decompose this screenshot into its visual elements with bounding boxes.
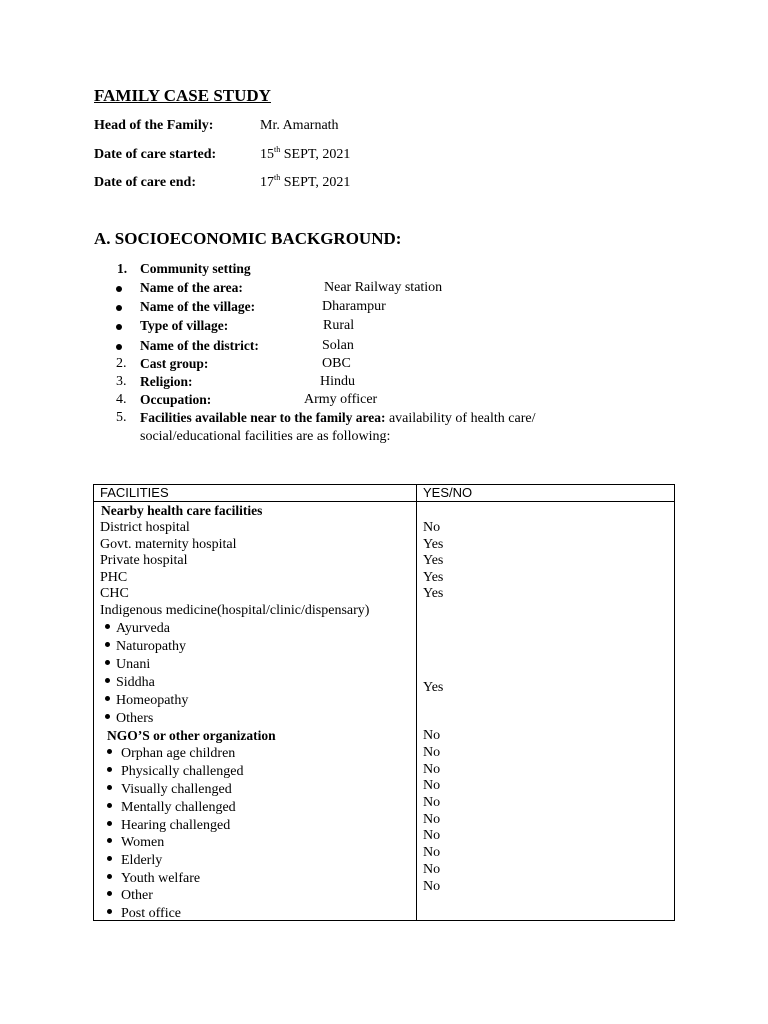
header-facilities: FACILITIES [94, 485, 417, 502]
head-of-family-label: Head of the Family: [94, 118, 214, 133]
bullet-icon [105, 678, 110, 683]
list-item-label: Mentally challenged [121, 800, 236, 815]
list-item [105, 621, 170, 637]
bullet-icon [107, 785, 112, 790]
list-item-label: Post office [121, 906, 182, 921]
item-number: 5. [116, 410, 127, 425]
care-end-day: 17 [260, 175, 274, 190]
religion-label: Religion: [140, 374, 193, 389]
community-heading: Community setting [140, 261, 251, 276]
answer-value: Yes [423, 586, 444, 601]
answer-value: No [423, 845, 441, 860]
list-item [107, 853, 162, 869]
answer-value: No [423, 728, 441, 743]
answer-value: No [423, 795, 441, 810]
bullet-icon [105, 624, 110, 629]
bullet-icon [107, 803, 112, 808]
answer-value: No [423, 879, 441, 894]
district-value: Solan [322, 338, 354, 353]
list-item: Private hospital [100, 553, 188, 568]
bullet-icon [116, 344, 122, 350]
list-item: Indigenous medicine(hospital/clinic/dispensary) [100, 603, 370, 618]
facilities-note-continued: social/educational facilities are as following: [140, 429, 391, 444]
list-item [107, 871, 200, 887]
head-of-family-value: Mr. Amarnath [260, 118, 339, 133]
answer-value: No [423, 762, 441, 777]
care-end-sup: th [274, 173, 281, 182]
answer-value: No [423, 745, 441, 760]
header-yes-no: YES/NO [417, 485, 675, 502]
answer-value: Yes [423, 680, 444, 695]
list-item [105, 693, 188, 709]
facilities-note-label: Facilities available near to the family area: [140, 410, 386, 425]
bullet-icon [105, 696, 110, 701]
list-item: PHC [100, 570, 128, 585]
list-item-label: Naturopathy [116, 639, 186, 654]
religion-value: Hindu [320, 374, 355, 389]
care-started-rest: SEPT, 2021 [280, 147, 351, 162]
care-started-sup: th [274, 145, 281, 154]
facilities-note-text: availability of health care/ [385, 411, 536, 426]
list-item-label: Orphan age children [121, 746, 236, 761]
list-item-label: Ayurveda [116, 621, 170, 636]
bullet-icon [107, 767, 112, 772]
facilities-table [93, 484, 675, 921]
answer-value: No [423, 828, 441, 843]
table-header-row [94, 485, 675, 502]
list-item [105, 675, 155, 691]
village-type-label: Type of village: [140, 318, 229, 333]
list-item [107, 746, 235, 762]
cast-group-label: Cast group: [140, 356, 209, 371]
area-label: Name of the area: [140, 280, 243, 295]
table-body-row [94, 502, 675, 921]
list-item [105, 711, 153, 727]
facilities-cell [94, 502, 417, 921]
list-item-label: Unani [116, 657, 151, 672]
list-item-label: Siddha [116, 675, 155, 690]
item-number: 4. [116, 392, 127, 407]
list-item [107, 906, 181, 922]
section-heading: A. SOCIOECONOMIC BACKGROUND: [94, 229, 402, 248]
answer-value: Yes [423, 537, 444, 552]
list-item [107, 764, 243, 780]
bullet-icon [107, 909, 112, 914]
bullet-icon [107, 874, 112, 879]
answer-value: Yes [423, 570, 444, 585]
item-number: 3. [116, 374, 127, 389]
answers-cell [417, 502, 675, 921]
answer-value: Yes [423, 553, 444, 568]
answer-value: No [423, 812, 441, 827]
list-item [107, 800, 236, 816]
list-item [105, 639, 186, 655]
bullet-icon [107, 856, 112, 861]
item-number: 2. [116, 356, 127, 371]
list-item-label: Youth welfare [121, 871, 201, 886]
list-item [107, 782, 232, 798]
list-item: District hospital [100, 520, 190, 535]
list-item [105, 657, 150, 673]
bullet-icon [107, 749, 112, 754]
list-item [107, 818, 230, 834]
cast-group-value: OBC [322, 356, 351, 371]
page-title: FAMILY CASE STUDY [94, 86, 271, 105]
list-item: Govt. maternity hospital [100, 537, 237, 552]
list-item-label: Other [121, 888, 153, 903]
facilities-note [140, 410, 536, 427]
list-item [107, 835, 164, 851]
occupation-value: Army officer [304, 392, 378, 407]
bullet-icon [107, 838, 112, 843]
list-item-label: Homeopathy [116, 693, 189, 708]
village-label: Name of the village: [140, 299, 256, 314]
bullet-icon [107, 821, 112, 826]
list-item-label: Visually challenged [121, 782, 232, 797]
area-value: Near Railway station [324, 280, 443, 295]
list-item-label: Women [121, 835, 165, 850]
list-item-label: Others [116, 711, 154, 726]
list-item-label: Physically challenged [121, 764, 244, 779]
bullet-icon [105, 660, 110, 665]
bullet-icon [107, 891, 112, 896]
answer-value: No [423, 862, 441, 877]
list-item [107, 888, 153, 904]
care-started-value [260, 147, 350, 163]
ngo-heading: NGO’S or other organization [107, 728, 276, 743]
bullet-icon [116, 324, 122, 330]
care-started-day: 15 [260, 147, 274, 162]
district-label: Name of the district: [140, 338, 259, 353]
bullet-icon [116, 286, 122, 292]
list-item-label: Elderly [121, 853, 163, 868]
list-item: CHC [100, 586, 129, 601]
care-started-label: Date of care started: [94, 147, 217, 162]
community-number: 1. [117, 261, 128, 276]
care-end-rest: SEPT, 2021 [280, 175, 351, 190]
bullet-icon [105, 714, 110, 719]
care-end-value [260, 175, 350, 191]
health-heading: Nearby health care facilities [101, 503, 263, 518]
bullet-icon [116, 305, 122, 311]
answer-value: No [423, 778, 441, 793]
bullet-icon [105, 642, 110, 647]
care-end-label: Date of care end: [94, 175, 196, 190]
list-item-label: Hearing challenged [121, 818, 231, 833]
village-value: Dharampur [322, 299, 386, 314]
village-type-value: Rural [323, 318, 355, 333]
occupation-label: Occupation: [140, 392, 212, 407]
answer-value: No [423, 520, 441, 535]
